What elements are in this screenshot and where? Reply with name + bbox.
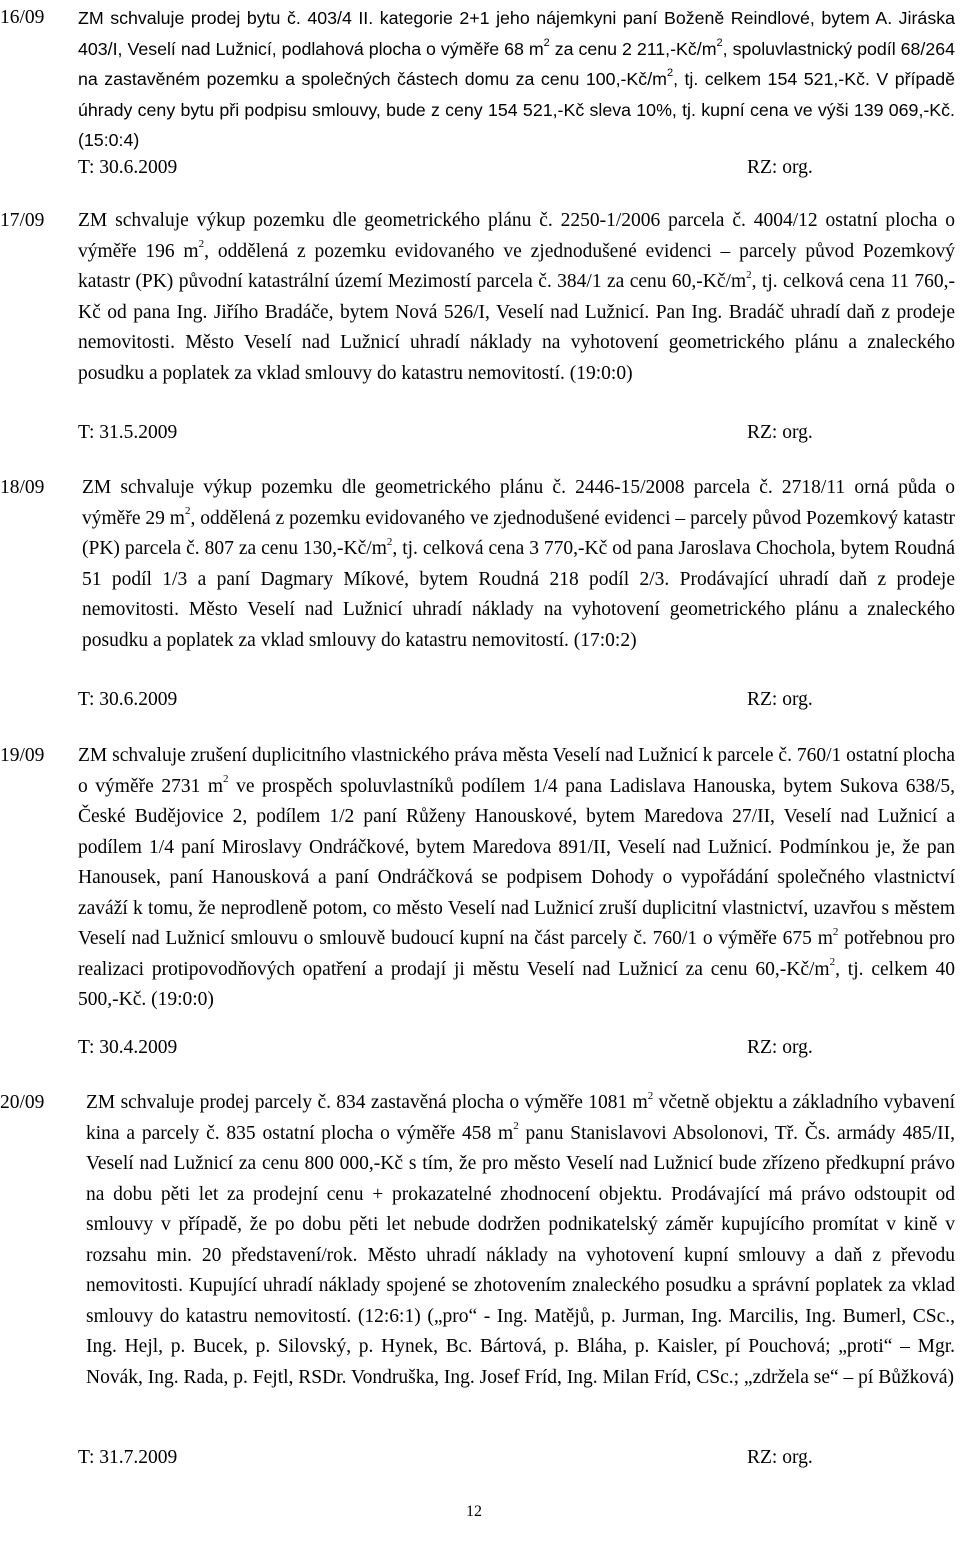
term-date: T: 30.4.2009: [78, 1037, 178, 1058]
term-date: T: 30.6.2009: [78, 689, 178, 710]
text-run: ZM schvaluje prodej bytu č. 403/4 II. kategorie 2+1 jeho nájemkyni paní Boženě Reindlové, bytem A. Jiráska 403/I, Veselí nad Lužnicí, podlahová plocha o výměře 68 m: [78, 8, 955, 59]
text-run: ZM schvaluje výkup pozemku dle geometrického plánu č. 2446-15/2008 parcela č. 2718/11 orná půda o výměře 29 m: [82, 477, 955, 529]
text-run: ZM schvaluje prodej parcely č. 834 zastavěná plocha o výměře 1081 m: [86, 1092, 648, 1113]
superscript: 2: [666, 67, 674, 80]
text-run: včetně objektu a základního vybavení kina a parcely č. 835 ostatní plocha o výměře 458 m: [86, 1092, 956, 1144]
superscript: 2: [832, 925, 839, 938]
text-run: , spoluvlastnický podíl 68/264 na zastavěném pozemku a společných částech domu za cenu 100,-Kč/m: [78, 38, 955, 89]
superscript: 2: [746, 268, 752, 281]
resolution-number: 17/09: [0, 210, 45, 231]
text-run: , tj. celková cena 11 760,-Kč od pana Ing. Jiřího Bradáče, bytem Nová 526/I, Veselí nad Lužnicí. Pan Ing. Bradáč uhradí daň z prodeje nemovitosti. Město Veselí nad Lužnicí uhradí náklady na vyhotovení geometrického plánu a znaleckého posudku a poplatek za vklad smlouvy do katastru nemovitostí. (19:0:0): [78, 271, 955, 384]
responsible-person: RZ: org.: [747, 1037, 813, 1058]
superscript: 2: [198, 238, 205, 250]
text-run: potřebnou pro realizaci protipovodňových opatření a prodají ji městu Veselí nad Lužnicí za cenu 60,-Kč/m: [78, 928, 956, 980]
text-run: , oddělená z pozemku evidovaného ve zjednodušené evidenci – parcely původ Pozemkový katastr (PK) původní katastrální území Mezimostí parcela č. 384/1 za cenu 60,-Kč/m: [78, 240, 955, 292]
responsible-person: RZ: org.: [747, 422, 813, 443]
resolution-text: [78, 741, 955, 1016]
superscript: 2: [647, 1089, 654, 1102]
page-number: 12: [466, 1503, 482, 1520]
text-run: , oddělená z pozemku evidovaného ve zjednodušené evidenci – parcely původ Pozemkový katastr (PK) parcela č. 807 za cenu 130,-Kč/m: [82, 507, 955, 559]
responsible-person: RZ: org.: [747, 157, 813, 178]
text-run: za cenu 2 211,-Kč/m: [549, 38, 717, 59]
text-run: , tj. celkem 40 500,-Kč. (19:0:0): [78, 958, 955, 1010]
superscript: 2: [829, 956, 836, 968]
responsible-person: RZ: org.: [747, 689, 813, 710]
resolution-text: [82, 473, 955, 656]
text-run: panu Stanislavovi Absolonovi, Tř. Čs. armády 485/II, Veselí nad Lužnicí za cenu 800 000,-Kč s tím, že pro město Veselí nad Lužnicí bude zřízeno předkupní právo na dobu pěti let za prodejní cenu + prokazatelné zhodnocení objektu. Prodávající má právo odstoupit od smlouvy v případě, že po dobu pěti let nebude dodržen podnikatelský záměr kupujícího promítat v kině v rozsahu min. 20 představení/rok. Město uhradí náklady na vyhotovení kupní smlouvy a daň z převodu nemovitosti. Kupující uhradí náklady spojené se zhotovením znaleckého posudku a správní poplatek za vklad smlouvy do katastru nemovitostí. (12:6:1) („pro“ - Ing. Matějů, p. Jurman, Ing. Marcilis, Ing. Bumerl, CSc., Ing. Hejl, p. Bucek, p. Silovský, p. Hynek, Bc. Bártová, p. Bláha, p. Kaisler, pí Pouchová; „proti“ – Mgr. Novák, Ing. Rada, p. Fejtl, RSDr. Vondruška, Ing. Josef Fríd, Ing. Milan Fríd, CSc.; „zdržela se“ – pí Bůžková): [86, 1122, 955, 1388]
resolution-text: [78, 3, 955, 156]
text-run: ZM schvaluje výkup pozemku dle geometrického plánu č. 2250-1/2006 parcela č. 4004/12 ostatní plocha o výměře 196 m: [78, 210, 955, 262]
resolution-number: 18/09: [0, 477, 45, 498]
superscript: 2: [184, 505, 191, 517]
responsible-person: RZ: org.: [747, 1447, 813, 1468]
text-run: ve prospěch spoluvlastníků podílem 1/4 pana Ladislava Hanouska, bytem Sukova 638/5, České Budějovice 2, podílem 1/2 paní Růženy Hanouskové, bytem Maredova 27/II, Veselí nad Lužnicí a podílem 1/4 paní Miroslavy Ondráčkové, bytem Maredova 891/II, Veselí nad Lužnicí. Podmínkou je, že pan Hanousek, paní Hanousková a paní Ondráčková se podpisem Dohody o vypořádání společného vlastnictví zaváží k tomu, že neprodleně potom, co město Veselí nad Lužnicí zruší duplicitní vlastnictví, uzavřou s městem Veselí nad Lužnicí smlouvu o smlouvě budoucí kupní na část parcely č. 760/1 o výměře 675 m: [78, 775, 955, 949]
superscript: 2: [386, 535, 393, 548]
superscript: 2: [716, 36, 723, 49]
term-date: T: 31.7.2009: [78, 1447, 178, 1468]
resolution-number: 16/09: [0, 7, 45, 28]
superscript: 2: [543, 36, 550, 49]
text-run: , tj. celkem 154 521,-Kč. V případě úhrady ceny bytu při podpisu smlouvy, bude z ceny 154 521,-Kč sleva 10%, tj. kupní cena ve výši 139 069,-Kč. (15:0:4): [78, 69, 956, 150]
resolution-number: 20/09: [0, 1092, 45, 1113]
resolution-text: [86, 1088, 955, 1393]
superscript: 2: [513, 1120, 519, 1132]
resolution-text: [78, 206, 955, 389]
term-date: T: 30.6.2009: [78, 157, 178, 178]
text-run: , tj. celková cena 3 770,-Kč od pana Jaroslava Chochola, bytem Roudná 51 podíl 1/3 a paní Dagmary Míkové, bytem Roudná 218 podíl 2/3. Prodávající uhradí daň z prodeje nemovitosti. Město Veselí nad Lužnicí uhradí náklady na vyhotovení geometrického plánu a znaleckého posudku a poplatek za vklad smlouvy do katastru nemovitostí. (17:0:2): [82, 538, 955, 651]
superscript: 2: [223, 773, 229, 785]
text-run: ZM schvaluje zrušení duplicitního vlastnického práva města Veselí nad Lužnicí k parcele č. 760/1 ostatní plocha o výměře 2731 m: [78, 745, 955, 797]
resolution-number: 19/09: [0, 745, 45, 766]
term-date: T: 31.5.2009: [78, 422, 178, 443]
